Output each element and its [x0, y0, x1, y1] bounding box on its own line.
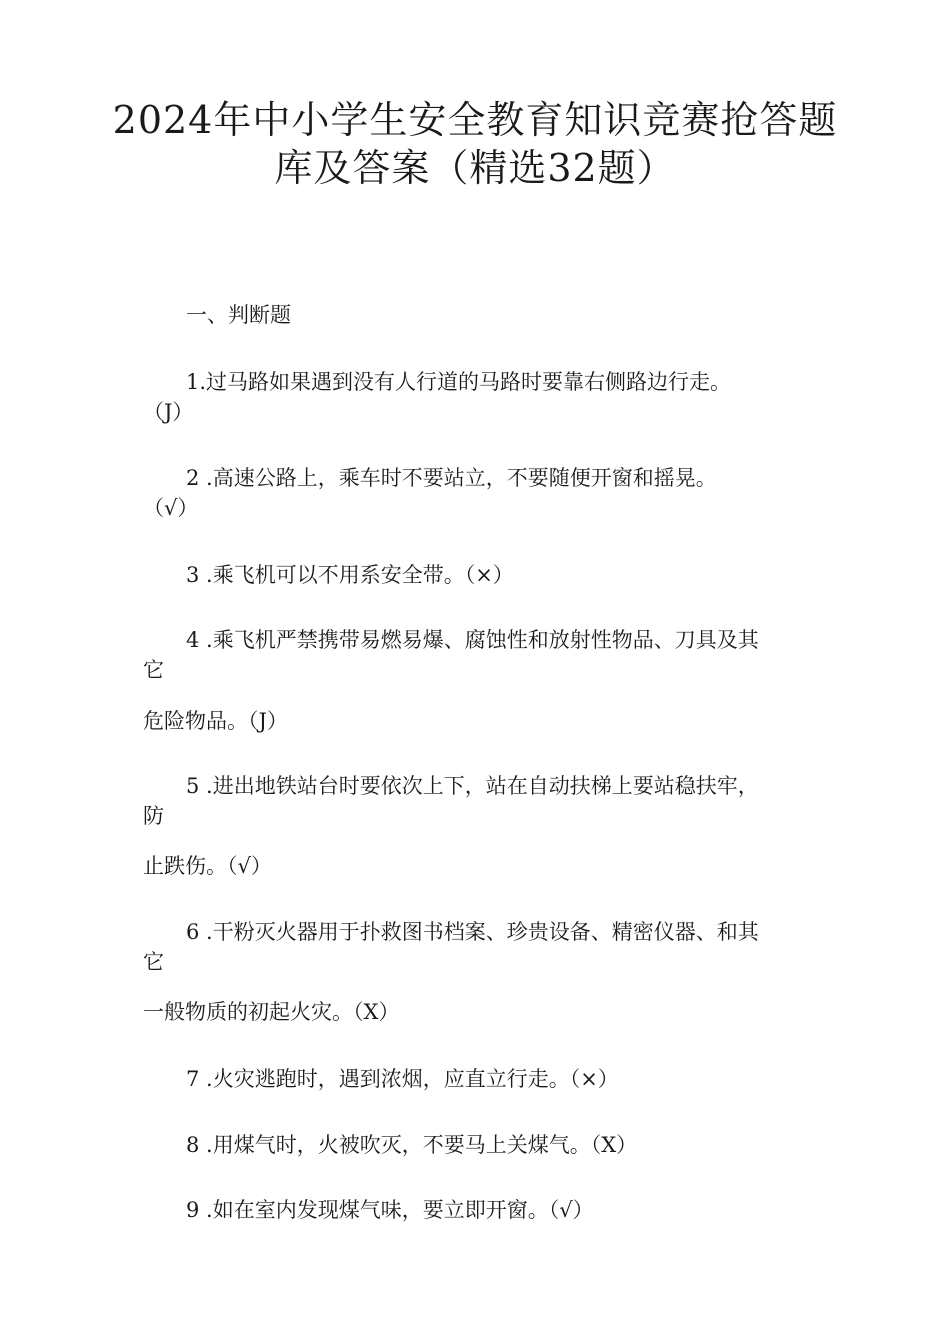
question-2-text: 2 .高速公路上，乘车时不要站立，不要随便开窗和摇晃。 [186, 466, 717, 490]
document-title-line-1: 2024年中小学生安全教育知识竞赛抢答题 [112, 98, 838, 142]
question-6-wrap: 它 [143, 950, 164, 974]
question-5-text: 5 .进出地铁站台时要依次上下，站在自动扶梯上要站稳扶牢， [186, 774, 759, 798]
question-8-text: 8 .用煤气时，火被吹灭，不要马上关煤气。（X） [186, 1133, 638, 1157]
question-1-answer: （J） [143, 400, 194, 424]
question-7-text: 7 .火灾逃跑时，遇到浓烟，应直立行走。（×） [186, 1067, 619, 1091]
section-heading: 一、判断题 [186, 303, 291, 327]
question-4-answer: 危险物品。（J） [143, 709, 288, 733]
question-9-text: 9 .如在室内发现煤气味，要立即开窗。（√） [186, 1198, 594, 1222]
question-2-answer: （√） [143, 496, 199, 520]
question-4-text: 4 .乘飞机严禁携带易燃易爆、腐蚀性和放射性物品、刀具及其 [186, 628, 759, 652]
document-title-line-2: 库及答案（精选32题） [274, 146, 676, 190]
question-5-answer: 止跌伤。（√） [143, 854, 272, 878]
question-6-text: 6 .干粉灭火器用于扑救图书档案、珍贵设备、精密仪器、和其 [186, 920, 759, 944]
question-4-wrap: 它 [143, 658, 164, 682]
question-6-answer: 一般物质的初起火灾。（X） [143, 1000, 400, 1024]
question-1-text: 1.过马路如果遇到没有人行道的马路时要靠右侧路边行走。 [186, 370, 732, 394]
question-5-wrap: 防 [143, 804, 164, 828]
question-3-text: 3 .乘飞机可以不用系安全带。（×） [186, 563, 514, 587]
